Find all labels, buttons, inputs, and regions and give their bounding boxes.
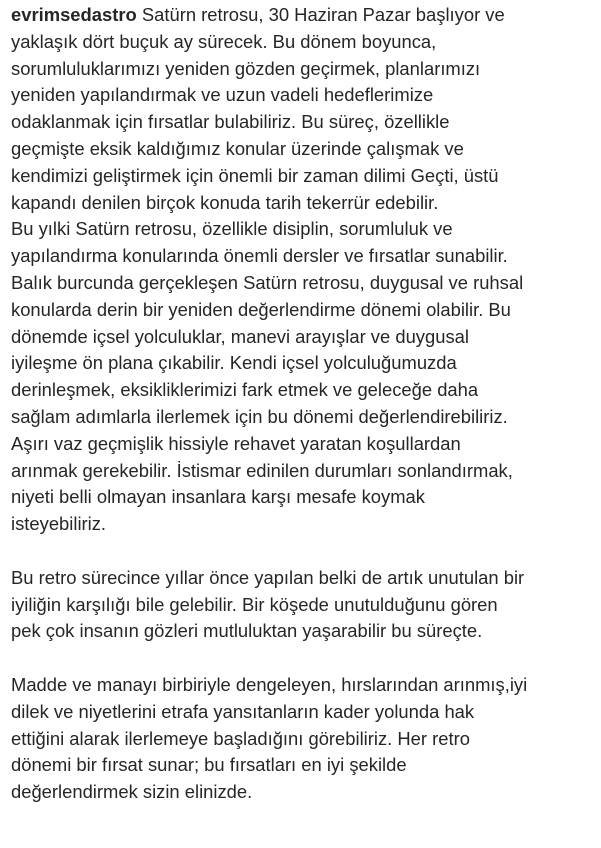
caption-line: yaklaşık dört buçuk ay sürecek. Bu dönem boyunca,: [11, 30, 437, 52]
post-caption: [11, 2, 595, 806]
caption-line: dönemde içsel yolculuklar, manevi arayışlar ve duygusal: [11, 325, 469, 347]
caption-line: Balık burcunda gerçekleşen Satürn retrosu, duygusal ve ruhsal: [11, 271, 524, 293]
caption-line: yeniden yapılandırmak ve uzun vadeli hedeflerimize: [11, 84, 434, 106]
caption-line: dönemi bir fırsat sunar; bu fırsatları en iyi şekilde: [11, 754, 407, 776]
caption-line: Bu retro sürecince yıllar önce yapılan belki de artık unutulan bir: [11, 566, 525, 588]
caption-line: sağlam adımlarla ilerlemek için bu dönemi değerlendirebiliriz.: [11, 405, 508, 427]
paragraph-gap: [11, 538, 595, 565]
caption-paragraph-3: [11, 672, 595, 806]
caption-line: pek çok insanın gözleri mutluluktan yaşarabilir bu süreçte.: [11, 620, 483, 642]
caption-line: konularda derin bir yeniden değerlendirme dönemi olabilir. Bu: [11, 298, 511, 320]
caption-line: evrimsedastro Satürn retrosu, 30 Haziran Pazar başlıyor ve: [11, 4, 505, 25]
caption-paragraph-2: [11, 565, 595, 645]
caption-line: Bu yılki Satürn retrosu, özellikle disiplin, sorumluluk ve: [11, 218, 453, 240]
caption-line: geçmişte eksik kaldığımız konular üzerinde çalışmak ve: [11, 137, 464, 159]
caption-line: dilek ve niyetlerini etrafa yansıtanların kader yolunda hak: [11, 700, 475, 722]
caption-line: Madde ve manayı birbiriyle dengeleyen, hırslarından arınmış,iyi: [11, 673, 528, 695]
caption-line: derinleşmek, eksikliklerimizi fark etmek ve geleceğe daha: [11, 379, 479, 401]
caption-line: niyeti belli olmayan insanlara karşı mesafe koymak: [11, 486, 425, 508]
paragraph-gap: [11, 645, 595, 672]
caption-line: yapılandırma konularında önemli dersler ve fırsatlar sunabilir.: [11, 245, 508, 267]
caption-line: kendimizi geliştirmek için önemli bir zaman dilimi Geçti, üstü: [11, 164, 499, 186]
caption-line: sorumluluklarımızı yeniden gözden geçirmek, planlarımızı: [11, 57, 481, 79]
caption-paragraph-1: [11, 2, 595, 538]
caption-line: odaklanmak için fırsatlar bulabiliriz. Bu süreç, özellikle: [11, 111, 450, 133]
caption-line: ettiğini alarak ilerlemeye başladığını görebiliriz. Her retro: [11, 727, 470, 749]
caption-line: isteyebiliriz.: [11, 513, 107, 535]
caption-line: Aşırı vaz geçmişlik hissiyle rehavet yaratan koşullardan: [11, 432, 461, 454]
caption-line: değerlendirmek sizin elinizde.: [11, 781, 253, 803]
caption-line: iyiliğin karşılığı bile gelebilir. Bir köşede unutulduğunu gören: [11, 593, 498, 615]
caption-line: arınmak gerekebilir. İstismar edinilen durumları sonlandırmak,: [11, 459, 513, 481]
caption-line: kapandı denilen birçok konuda tarih tekerrür edebilir.: [11, 191, 439, 213]
caption-line: iyileşme ön plana çıkabilir. Kendi içsel yolculuğumuzda: [11, 352, 457, 374]
username-link[interactable]: evrimsedastro: [11, 4, 137, 25]
